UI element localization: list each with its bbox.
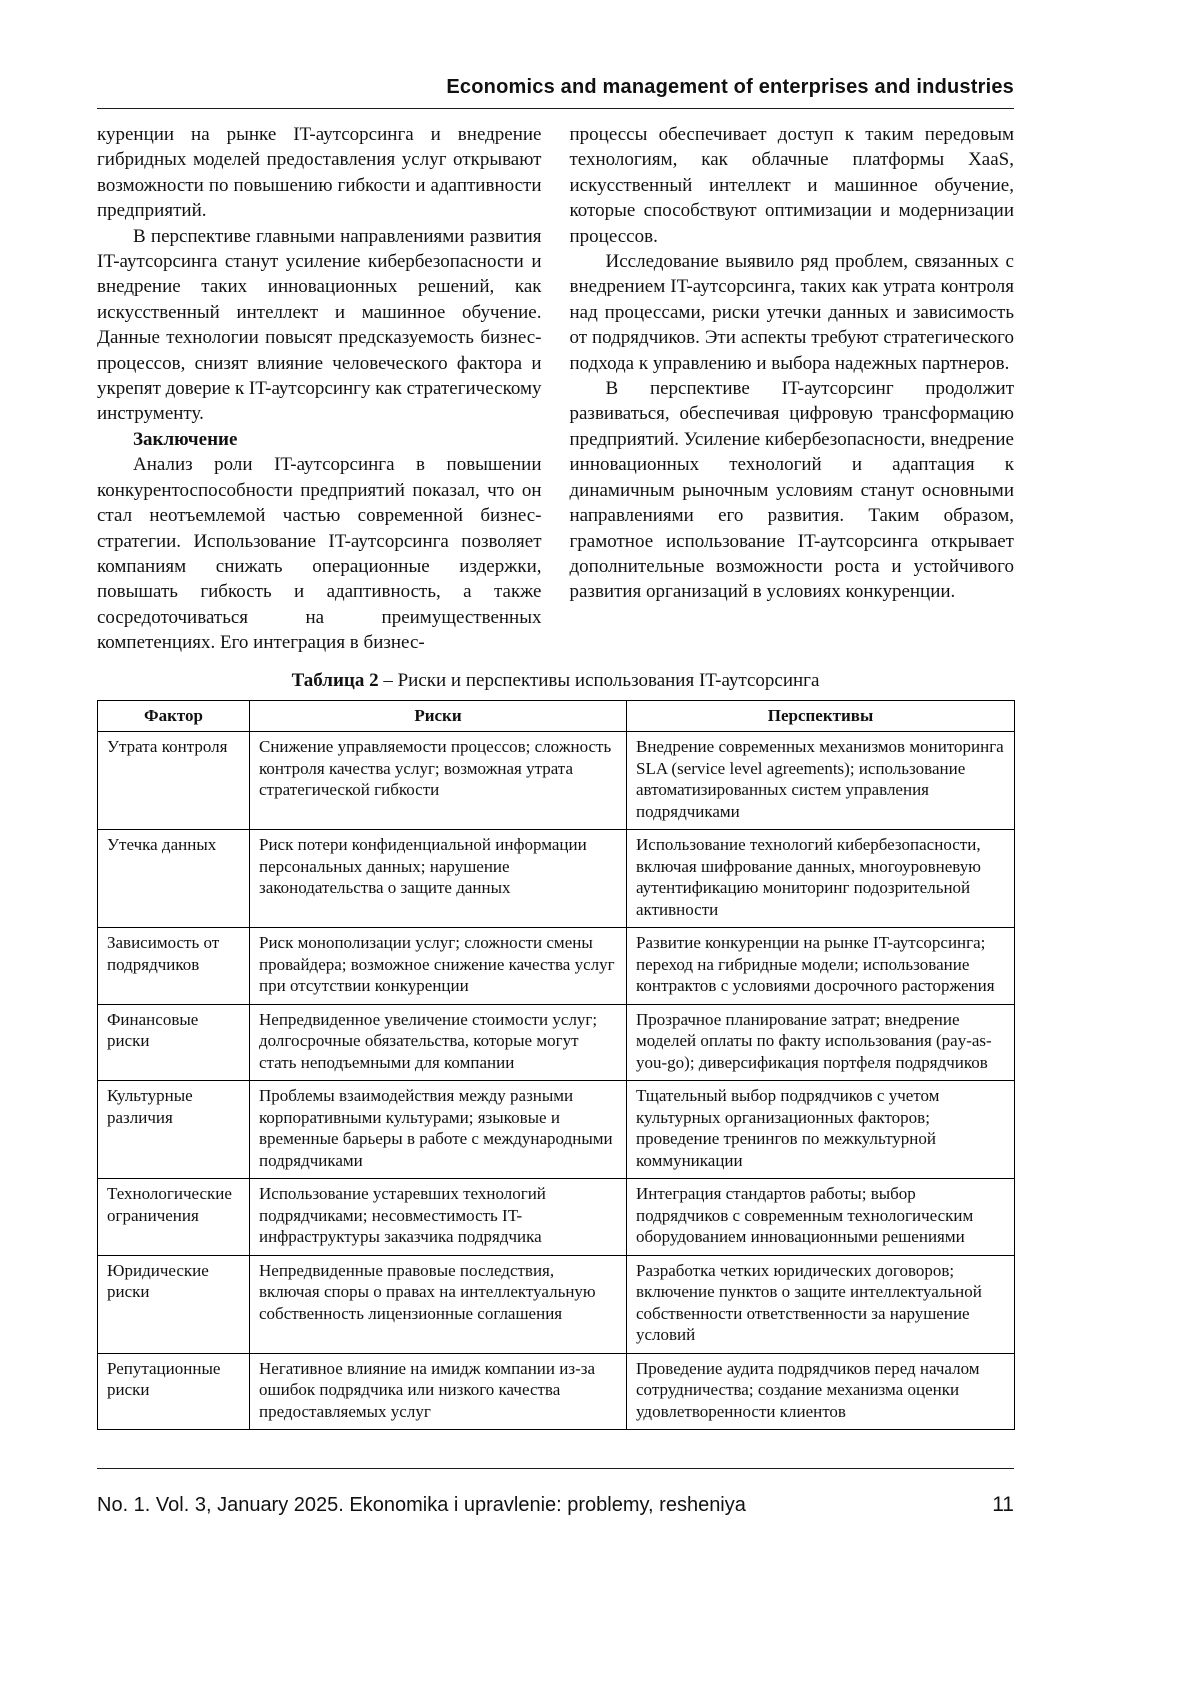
- risks-table: [97, 700, 1015, 1431]
- cell-risks: Риск потери конфиденциальной информации персональных данных; нарушение законодательства о защите данных: [250, 830, 627, 928]
- right-column: [570, 122, 1015, 656]
- running-head-title: Economics and management of enterprises and industries: [446, 76, 1014, 98]
- cell-factor: Репутационные риски: [98, 1353, 250, 1430]
- section-heading-conclusion: Заключение: [133, 428, 238, 450]
- table-header-prospects: Перспективы: [627, 700, 1015, 732]
- cell-risks: Использование устаревших технологий подрядчиками; несовместимость IT-инфраструктуры заказчика подрядчика: [250, 1179, 627, 1256]
- cell-risks: Непредвиденные правовые последствия, включая споры о правах на интеллектуальную собственность лицензионные соглашения: [250, 1255, 627, 1353]
- table-header-risks: Риски: [250, 700, 627, 732]
- table-row: [98, 1255, 1015, 1353]
- cell-risks: Проблемы взаимодействия между разными корпоративными культурами; языковые и временные барьеры в работе с международными подрядчиками: [250, 1081, 627, 1179]
- paragraph: В перспективе IT-аутсорсинг продолжит развиваться, обеспечивая цифровую трансформацию предприятий. Усиление кибербезопасности, внедрение инновационных технологий и адаптация к динамичным рыночным условиям станут основными направлениями его развития. Таким образом, грамотное использование IT-аутсорсинга открывает дополнительные возможности роста и устойчивого развития организаций в условиях конкуренции.: [569, 378, 1014, 603]
- table-caption-text: – Риски и перспективы использования IT-аутсорсинга: [378, 669, 820, 691]
- cell-prospects: Прозрачное планирование затрат; внедрение моделей оплаты по факту использования (pay-as-you-go); диверсификация портфеля подрядчиков: [627, 1004, 1015, 1081]
- table-row: [98, 1004, 1015, 1081]
- table-row: [98, 928, 1015, 1005]
- table-header-row: [98, 700, 1015, 732]
- cell-prospects: Использование технологий кибербезопасности, включая шифрование данных, многоуровневую аутентификацию мониторинг подозрительной активности: [627, 830, 1015, 928]
- left-column: [97, 122, 542, 656]
- page-footer: [97, 1468, 1014, 1517]
- table-caption: [97, 670, 1014, 692]
- table-row: [98, 1179, 1015, 1256]
- paragraph: куренции на рынке IT-аутсорсинга и внедрение гибридных моделей предоставления услуг открывают возможности по повышению гибкости и адаптивности предприятий.: [97, 124, 542, 222]
- cell-factor: Юридические риски: [98, 1255, 250, 1353]
- cell-factor: Финансовые риски: [98, 1004, 250, 1081]
- cell-prospects: Разработка четких юридических договоров; включение пунктов о защите интеллектуальной собственности ответственности за нарушение условий: [627, 1255, 1015, 1353]
- paragraph: Анализ роли IT-аутсорсинга в повышении конкурентоспособности предприятий показал, что он стал неотъемлемой частью современной бизнес-стратегии. Использование IT-аутсорсинга позволяет компаниям снижать операционные издержки, повышать гибкость и адаптивность, а также сосредоточиваться на преимущественных компетенциях. Его интеграция в бизнес-: [97, 454, 542, 654]
- cell-risks: Снижение управляемости процессов; сложность контроля качества услуг; возможная утрата стратегической гибкости: [250, 732, 627, 830]
- table-row: [98, 1081, 1015, 1179]
- cell-prospects: Интеграция стандартов работы; выбор подрядчиков с современным технологическим оборудованием инновационными решениями: [627, 1179, 1015, 1256]
- table-row: [98, 830, 1015, 928]
- table-header-factor: Фактор: [98, 700, 250, 732]
- cell-factor: Технологические ограничения: [98, 1179, 250, 1256]
- table-row: [98, 732, 1015, 830]
- paragraph: процессы обеспечивает доступ к таким передовым технологиям, как облачные платформы XaaS, искусственный интеллект и машинное обучение, которые способствуют оптимизации и модернизации процессов.: [569, 124, 1014, 247]
- paragraph: В перспективе главными направлениями развития IT-аутсорсинга станут усиление кибербезопасности и внедрение таких инновационных решений, как искусственный интеллект и машинное обучение. Данные технологии повысят предсказуемость бизнес-процессов, снизят влияние человеческого фактора и укрепят доверие к IT-аутсорсингу как стратегическому инструменту.: [97, 225, 542, 425]
- header-rule: [97, 108, 1014, 109]
- running-head: [97, 76, 1014, 109]
- cell-risks: Негативное влияние на имидж компании из-за ошибок подрядчика или низкого качества предоставляемых услуг: [250, 1353, 627, 1430]
- cell-prospects: Проведение аудита подрядчиков перед началом сотрудничества; создание механизма оценки удовлетворенности клиентов: [627, 1353, 1015, 1430]
- cell-factor: Зависимость от подрядчиков: [98, 928, 250, 1005]
- cell-prospects: Внедрение современных механизмов мониторинга SLA (service level agreements); использование автоматизированных систем управления подрядчиками: [627, 732, 1015, 830]
- paragraph: Исследование выявило ряд проблем, связанных с внедрением IT-аутсорсинга, таких как утрата контроля над процессами, риски утечки данных и зависимость от подрядчиков. Эти аспекты требуют стратегического подхода к управлению и выбора надежных партнеров.: [569, 251, 1014, 374]
- cell-factor: Утрата контроля: [98, 732, 250, 830]
- article-body: [97, 122, 1014, 656]
- cell-factor: Утечка данных: [98, 830, 250, 928]
- table-caption-label: Таблица 2: [291, 669, 379, 691]
- cell-prospects: Развитие конкуренции на рынке IT-аутсорсинга; переход на гибридные модели; использование контрактов с условиями досрочного расторжения: [627, 928, 1015, 1005]
- footer-rule: [97, 1468, 1014, 1469]
- journal-info: No. 1. Vol. 3, January 2025. Ekonomika i upravlenie: problemy, resheniya: [97, 1494, 746, 1516]
- table-row: [98, 1353, 1015, 1430]
- cell-prospects: Тщательный выбор подрядчиков с учетом культурных организационных факторов; проведение тренингов по межкультурной коммуникации: [627, 1081, 1015, 1179]
- cell-risks: Непредвиденное увеличение стоимости услуг; долгосрочные обязательства, которые могут стать неподъемными для компании: [250, 1004, 627, 1081]
- cell-risks: Риск монополизации услуг; сложности смены провайдера; возможное снижение качества услуг при отсутствии конкуренции: [250, 928, 627, 1005]
- cell-factor: Культурные различия: [98, 1081, 250, 1179]
- footer-line: [97, 1493, 1014, 1517]
- page-number: 11: [992, 1493, 1014, 1516]
